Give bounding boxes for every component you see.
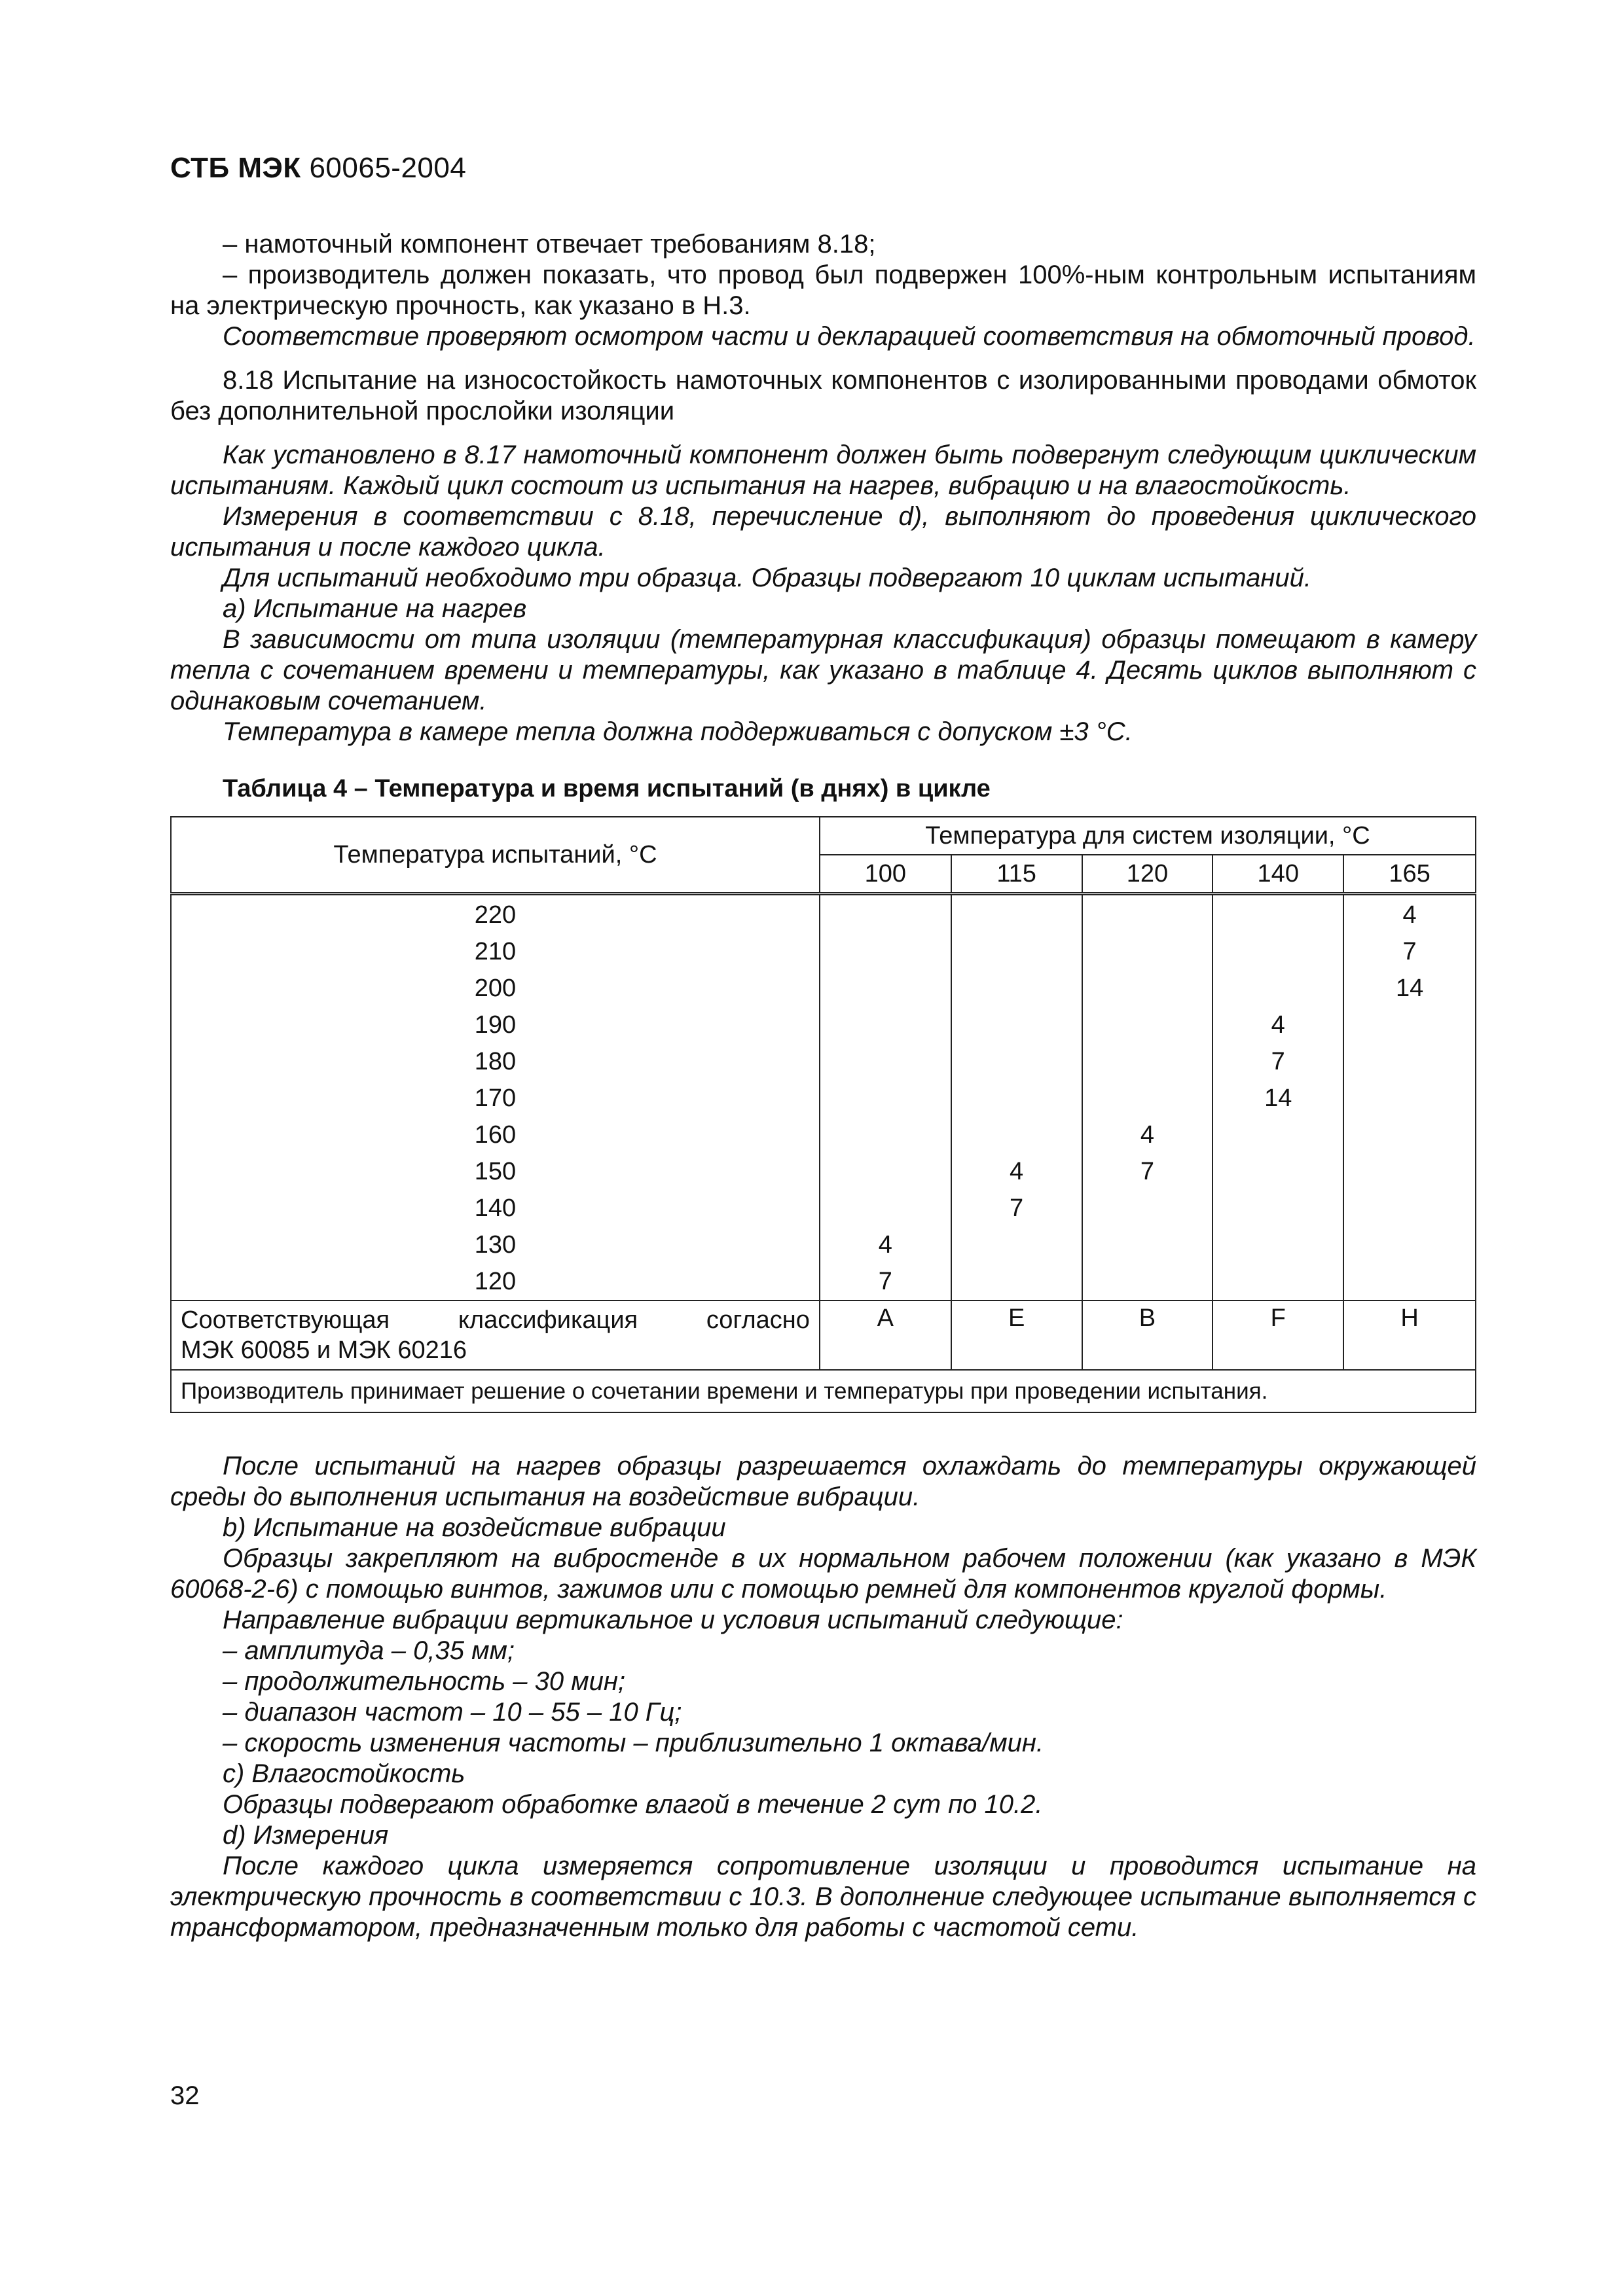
subsection-c: с) Влагостойкость	[223, 1759, 465, 1788]
paragraph: В зависимости от типа изоляции (температурная классификация) образцы помещают в камеру тепла с сочетанием времени и температуры, как указано в таблице 4. Десять циклов выполняют с одинаковым сочетанием.	[170, 625, 1476, 715]
days-value	[1222, 1117, 1334, 1153]
conformity-statement: Соответствие проверяют осмотром части и декларацией соответствия на обмоточный провод.	[223, 322, 1476, 351]
days-value: 4	[1010, 1158, 1024, 1185]
subsection-b: b) Испытание на воздействие вибрации	[223, 1513, 726, 1542]
days-value	[1353, 1227, 1466, 1263]
table-note: Производитель принимает решение о сочетании времени и температуры при проведении испытания.	[171, 1370, 1476, 1412]
days-value	[830, 1190, 941, 1227]
system-header: 120	[1082, 855, 1213, 894]
system-header: 165	[1343, 855, 1476, 894]
days-value	[1353, 1153, 1466, 1190]
days-value: 4	[878, 1231, 892, 1259]
days-value	[1222, 1227, 1334, 1263]
days-value	[1222, 1190, 1334, 1227]
days-value	[1353, 1117, 1466, 1153]
days-value	[961, 1043, 1072, 1080]
days-value	[830, 970, 941, 1007]
days-value	[830, 1043, 941, 1080]
days-value: 7	[1010, 1194, 1024, 1222]
days-value: 4	[1402, 901, 1417, 929]
group-header-insulation-systems: Температура для систем изоляции, °С	[820, 817, 1476, 855]
days-value	[1353, 1080, 1466, 1117]
temperature-time-table	[170, 816, 1476, 1413]
days-value	[830, 1007, 941, 1043]
days-value	[1092, 1007, 1203, 1043]
days-value	[961, 1080, 1072, 1117]
test-temperature-value: 200	[474, 975, 517, 1002]
days-value	[1353, 1043, 1466, 1080]
header-standard-prefix: СТБ МЭК	[170, 152, 301, 184]
class-value: B	[1082, 1300, 1213, 1370]
paragraph: Направление вибрации вертикальное и условия испытаний следующие:	[223, 1605, 1123, 1634]
class-value: E	[951, 1300, 1082, 1370]
days-value	[961, 897, 1072, 933]
section-heading-8-18: 8.18 Испытание на износостойкость намоточных компонентов с изолированными проводами обмоток без дополнительной прослойки изоляции	[170, 366, 1476, 425]
days-value	[1353, 1007, 1466, 1043]
days-value	[961, 1007, 1072, 1043]
days-value	[961, 1117, 1072, 1153]
days-value	[1092, 1190, 1203, 1227]
days-value	[1222, 970, 1334, 1007]
page-number: 32	[170, 2081, 200, 2110]
days-column-100	[820, 894, 951, 1301]
days-column-115	[951, 894, 1082, 1301]
page-header	[170, 152, 466, 185]
days-value	[1092, 897, 1203, 933]
test-temperature-value: 210	[474, 938, 517, 965]
class-value: A	[820, 1300, 951, 1370]
days-column-165	[1343, 894, 1476, 1301]
test-temperature-value: 130	[474, 1231, 517, 1259]
days-value	[1092, 1263, 1203, 1300]
days-value: 7	[1271, 1048, 1285, 1075]
days-value	[1092, 1080, 1203, 1117]
subsection-a: а) Испытание на нагрев	[223, 594, 527, 623]
class-value: H	[1343, 1300, 1476, 1370]
document-body	[170, 229, 1476, 1943]
days-value	[830, 1080, 941, 1117]
days-value	[1222, 1153, 1334, 1190]
list-item: – скорость изменения частоты – приблизительно 1 октава/мин.	[223, 1729, 1044, 1757]
days-value	[830, 1153, 941, 1190]
days-value	[1092, 1227, 1203, 1263]
test-temperature-value: 150	[474, 1158, 517, 1185]
test-temperature-list	[171, 894, 820, 1301]
classification-label-line1: Соответствующая классификация согласно	[181, 1306, 810, 1334]
paragraph: Образцы закрепляют на вибростенде в их нормальном рабочем положении (как указано в МЭК 60068-2-6) с помощью винтов, зажимов или с помощью ремней для компонентов круглой формы.	[170, 1544, 1476, 1604]
class-value: F	[1213, 1300, 1343, 1370]
paragraph: Температура в камере тепла должна поддерживаться с допуском ±3 °С.	[223, 717, 1133, 746]
classification-label-line2: МЭК 60085 и МЭК 60216	[181, 1336, 467, 1364]
days-value: 7	[1402, 938, 1417, 965]
days-value: 14	[1395, 975, 1424, 1002]
days-value	[961, 1227, 1072, 1263]
paragraph: – намоточный компонент отвечает требованиям 8.18;	[223, 230, 876, 259]
days-value	[1222, 1263, 1334, 1300]
days-value	[830, 897, 941, 933]
system-header: 115	[951, 855, 1082, 894]
paragraph: Образцы подвергают обработке влагой в течение 2 сут по 10.2.	[223, 1790, 1043, 1819]
days-value	[1092, 1043, 1203, 1080]
test-temperature-value: 220	[474, 901, 517, 929]
test-temperature-value: 180	[474, 1048, 517, 1075]
subsection-d: d) Измерения	[223, 1821, 389, 1850]
days-value	[961, 933, 1072, 970]
test-temperature-value: 120	[474, 1268, 517, 1295]
days-value	[1222, 897, 1334, 933]
days-column-140	[1213, 894, 1343, 1301]
test-temperature-value: 170	[474, 1085, 517, 1112]
list-item: – амплитуда – 0,35 мм;	[223, 1636, 515, 1665]
paragraph: После каждого цикла измеряется сопротивление изоляции и проводится испытание на электрическую прочность в соответствии с 10.3. В дополнение следующее испытание выполняется с трансформатором, предназначенным только для работы с частотой сети.	[170, 1852, 1476, 1942]
days-value	[1092, 970, 1203, 1007]
days-value: 7	[1140, 1158, 1154, 1185]
paragraph: – производитель должен показать, что провод был подвержен 100%-ным контрольным испытаниям на электрическую прочность, как указано в Н.3.	[170, 260, 1476, 320]
days-column-120	[1082, 894, 1213, 1301]
days-value	[830, 1117, 941, 1153]
test-temperature-value: 160	[474, 1121, 517, 1149]
days-value: 14	[1264, 1085, 1292, 1112]
days-value: 7	[878, 1268, 892, 1295]
col-header-test-temperature: Температура испытаний, °С	[171, 817, 820, 894]
days-value	[1092, 933, 1203, 970]
days-value: 4	[1140, 1121, 1154, 1149]
system-header: 100	[820, 855, 951, 894]
classification-label	[171, 1300, 820, 1370]
paragraph: После испытаний на нагрев образцы разрешается охлаждать до температуры окружающей среды до выполнения испытания на воздействие вибрации.	[170, 1452, 1476, 1511]
days-value	[1222, 933, 1334, 970]
paragraph: Для испытаний необходимо три образца. Образцы подвергают 10 циклам испытаний.	[223, 564, 1311, 592]
days-value	[830, 933, 941, 970]
test-temperature-value: 140	[474, 1194, 517, 1222]
header-standard-number: 60065-2004	[309, 152, 467, 184]
days-value	[961, 970, 1072, 1007]
system-header: 140	[1213, 855, 1343, 894]
days-value	[1353, 1263, 1466, 1300]
paragraph: Измерения в соответствии с 8.18, перечисление d), выполняют до проведения циклического испытания и после каждого цикла.	[170, 502, 1476, 562]
list-item: – диапазон частот – 10 – 55 – 10 Гц;	[223, 1698, 682, 1727]
list-item: – продолжительность – 30 мин;	[223, 1667, 625, 1696]
table-caption: Таблица 4 – Температура и время испытаний (в днях) в цикле	[223, 775, 991, 802]
days-value	[1353, 1190, 1466, 1227]
paragraph: Как установлено в 8.17 намоточный компонент должен быть подвергнут следующим циклическим испытаниям. Каждый цикл состоит из испытания на нагрев, вибрацию и на влагостойкость.	[170, 440, 1476, 500]
test-temperature-value: 190	[474, 1011, 517, 1039]
days-value: 4	[1271, 1011, 1285, 1039]
days-value	[961, 1263, 1072, 1300]
